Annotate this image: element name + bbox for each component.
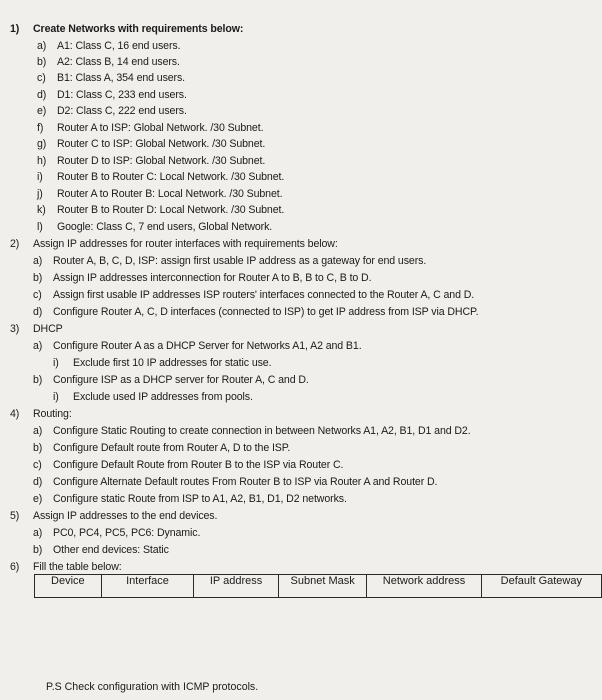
list-item: b) Configure ISP as a DHCP server for Router A, C and D. [33, 374, 309, 386]
list-item: d) D1: Class C, 233 end users. [37, 89, 187, 101]
table-header-cell: Subnet Mask [278, 575, 367, 598]
table-header-cell: Default Gateway [481, 575, 601, 598]
list-item: h) Router D to ISP: Global Network. /30 Subnet. [37, 155, 266, 167]
list-item: i) Router B to Router C: Local Network. /30 Subnet. [37, 171, 285, 183]
list-item: g) Router C to ISP: Global Network. /30 Subnet. [37, 138, 266, 150]
list-item: e) D2: Class C, 222 end users. [37, 105, 187, 117]
list-item: a) Configure Static Routing to create connection in between Networks A1, A2, B1, D1 and D2. [33, 425, 471, 437]
list-item: a) Router A, B, C, D, ISP: assign first usable IP address as a gateway for end users. [33, 255, 427, 267]
list-item: a) Configure Router A as a DHCP Server for Networks A1, A2 and B1. [33, 340, 362, 352]
list-item: a) A1: Class C, 16 end users. [37, 40, 181, 52]
list-item: d) Configure Alternate Default routes From Router B to ISP via Router A and Router D. [33, 476, 438, 488]
list-item: d) Configure Router A, C, D interfaces (connected to ISP) to get IP address from ISP via DHCP. [33, 306, 479, 318]
footer-note: P.S Check configuration with ICMP protocols. [46, 681, 259, 693]
section-6-heading: 6) Fill the table below: [10, 561, 122, 573]
list-item: j) Router A to Router B: Local Network. /30 Subnet. [37, 188, 283, 200]
list-item: l) Google: Class C, 7 end users, Global Network. [37, 221, 273, 233]
table-header-cell: Network address [367, 575, 481, 598]
section-5-heading: 5) Assign IP addresses to the end devices. [10, 510, 218, 522]
table-header-row [35, 575, 602, 598]
list-item: e) Configure static Route from ISP to A1, A2, B1, D1, D2 networks. [33, 493, 347, 505]
table-header-cell: Interface [101, 575, 194, 598]
list-item: c) B1: Class A, 354 end users. [37, 72, 186, 84]
list-item: f) Router A to ISP: Global Network. /30 Subnet. [37, 122, 264, 134]
list-subitem: i) Exclude first 10 IP addresses for static use. [53, 357, 272, 369]
list-item: b) Configure Default route from Router A, D to the ISP. [33, 442, 291, 454]
list-item: c) Configure Default Route from Router B to the ISP via Router C. [33, 459, 344, 471]
section-3-heading: 3) DHCP [10, 323, 63, 335]
list-item: a) PC0, PC4, PC5, PC6: Dynamic. [33, 527, 201, 539]
fill-table [34, 574, 602, 598]
section-2-heading: 2) Assign IP addresses for router interfaces with requirements below: [10, 238, 338, 250]
table-header-cell: IP address [194, 575, 279, 598]
list-item: b) Other end devices: Static [33, 544, 169, 556]
section-1-heading: 1) Create Networks with requirements below: [10, 23, 244, 35]
list-subitem: i) Exclude used IP addresses from pools. [53, 391, 253, 403]
list-item: b) Assign IP addresses interconnection for Router A to B, B to C, B to D. [33, 272, 372, 284]
table-header-cell: Device [35, 575, 102, 598]
section-4-heading: 4) Routing: [10, 408, 72, 420]
list-item: c) Assign first usable IP addresses ISP routers' interfaces connected to the Router A, C and D. [33, 289, 475, 301]
list-item: b) A2: Class B, 14 end users. [37, 56, 180, 68]
list-item: k) Router B to Router D: Local Network. /30 Subnet. [37, 204, 285, 216]
